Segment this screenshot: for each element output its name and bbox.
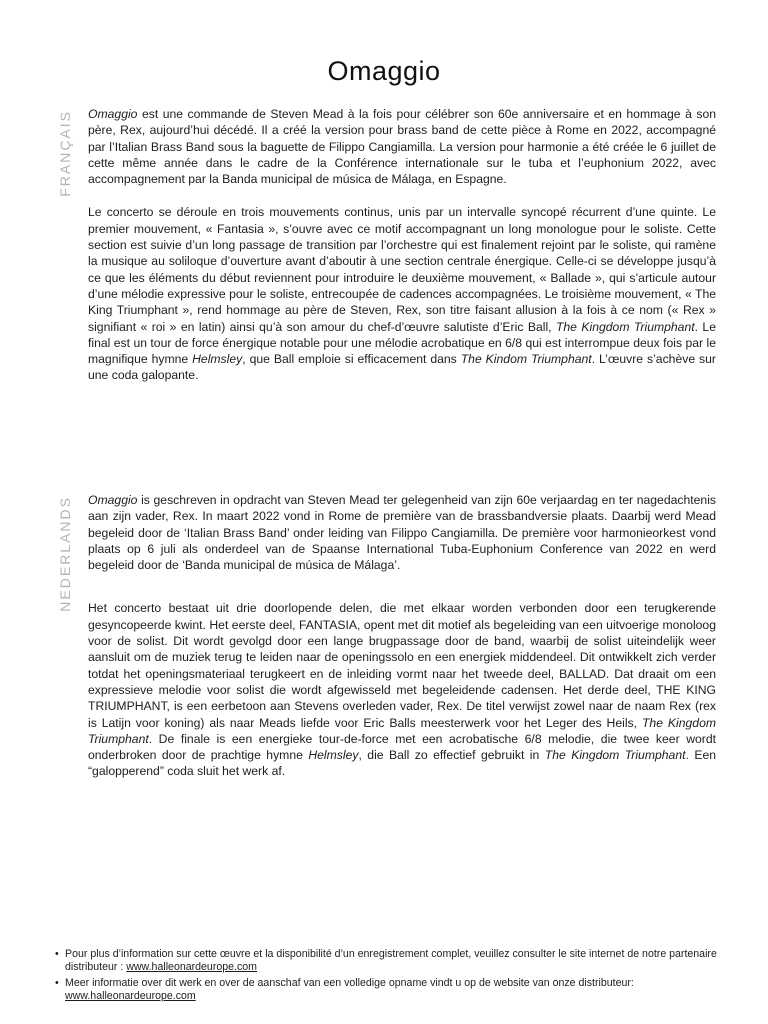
section-francais (88, 106, 716, 401)
bullet: • (55, 948, 59, 960)
footer-note-fr (55, 948, 717, 975)
page-title: Omaggio (327, 56, 441, 86)
footer-note-nl-text: Meer informatie over dit werk en over de aanschaf van een volledige opname vindt u op de website van onze distributeur: (65, 976, 634, 989)
footer-note-nl (55, 977, 717, 1004)
distributor-link-fr[interactable]: www.halleonardeurope.com (126, 961, 257, 974)
footer-notes (55, 948, 717, 1006)
footer-note-fr-text: Pour plus d’information sur cette œuvre et la disponibilité d’un enregistrement complet, veuillez consulter le site internet de notre partenaire distributeur : (65, 948, 717, 974)
language-label-nederlands: NEDERLANDS (57, 496, 73, 612)
bullet: • (55, 976, 59, 989)
section-nederlands (88, 492, 716, 797)
distributor-link-nl[interactable]: www.halleonardeurope.com (65, 990, 196, 1003)
paragraph-fr-2: Le concerto se déroule en trois mouvements continus, unis par un intervalle syncopé récurrent d’une quinte. Le premier mouvement, « Fantasia », s’ouvre avec ce motif accompagnant un long monologue pour le soliste. Cette section est suivie d’un long passage de transition par l’orchestre qui est finalement rejoint par le soliste, qui ramène la musique au soliloque d’ouverture avant d’aboutir à une section centrale énergique. Celle-ci se développe jusqu’à ce que les éléments du début reviennent pour introduire le deuxième mouvement, « Ballade », qui s’articule autour d’une mélodie expressive pour le soliste, entrecoupée de cadences accompagnées. Le troisième mouvement, « The King Triumphant », rend hommage au père de Steven, Rex, son titre faisant allusion à la fois à ce nom (« Rex » signifiant « roi » en latin) ainsi qu’à son amour du chef-d’œuvre salutiste d’Eric Ball, The Kingdom Triumphant. Le final est un tour de force énergique notable pour une mélodie acrobatique en 6/8 qui est interrompue deux fois par le magnifique hymne Helmsley, que Ball emploie si efficacement dans The Kindom Triumphant. L’œuvre s’achève sur une coda galopante. (88, 205, 716, 383)
paragraph-nl-2: Het concerto bestaat uit drie doorlopende delen, die met elkaar worden verbonden door een terugkerende gesyncopeerde kwint. Het eerste deel, FANTASIA, opent met dit motief als begeleiding van een uitvoerige monoloog voor de solist. Dit wordt gevolgd door een lange brugpassage door de band, waarbij de solist uiteindelijk weer aansluit om de muziek terug te leiden naar de openingssolo en een energiek middendeel. Dit ontwikkelt zich verder totdat het openingsmateriaal terugkeert en de inleiding vormt naar het tweede deel, BALLAD. Dat draait om een expressieve melodie voor solist die wordt afgewisseld met begeleidende cadensen. Het derde deel, THE KING TRIUMPHANT, is een eerbetoon aan Stevens overleden vader, Rex. De titel verwijst zowel naar de naam Rex (rex is Latijn voor koning) als naar Meads liefde voor Eric Balls meesterwerk voor het Leger des Heils, The Kingdom Triumphant. De finale is een energieke tour-de-force met een acrobatische 6/8 melodie, die twee keer wordt onderbroken door de prachtige hymne Helmsley, die Ball zo effectief gebruikt in The Kingdom Triumphant. Een “galopperend” coda sluit het werk af. (88, 601, 717, 779)
paragraph-fr-1: Omaggio est une commande de Steven Mead à la fois pour célébrer son 60e anniversaire et en hommage à son père, Rex, aujourd’hui décédé. Il a créé la version pour brass band de cette pièce à Rome en 2022, accompagné par l’Italian Brass Band sous la baguette de Filippo Cangiamilla. La version pour harmonie a été créée le 6 juillet de cette même année dans le cadre de la Conférence internationale sur le tuba et l’euphonium 2022, avec accompagnement par la Banda municipal de música de Málaga, en Espagne. (88, 107, 716, 187)
paragraph-nl-1: Omaggio is geschreven in opdracht van Steven Mead ter gelegenheid van zijn 60e verjaardag en ter nagedachtenis aan zijn vader, Rex. In maart 2022 vond in Rome de première van de brassbandversie plaats. Daarbij werd Mead begeleid door de ‘Italian Brass Band’ onder leiding van Filippo Cangiamilla. De première voor harmonieorkest vond plaats op 6 juli als onderdeel van de Spaanse International Tuba-Euphonium Conference van 2022 en werd begeleid door de ‘Banda municipal de música de Málaga’. (88, 493, 716, 573)
language-label-francais: FRANÇAIS (57, 110, 73, 197)
